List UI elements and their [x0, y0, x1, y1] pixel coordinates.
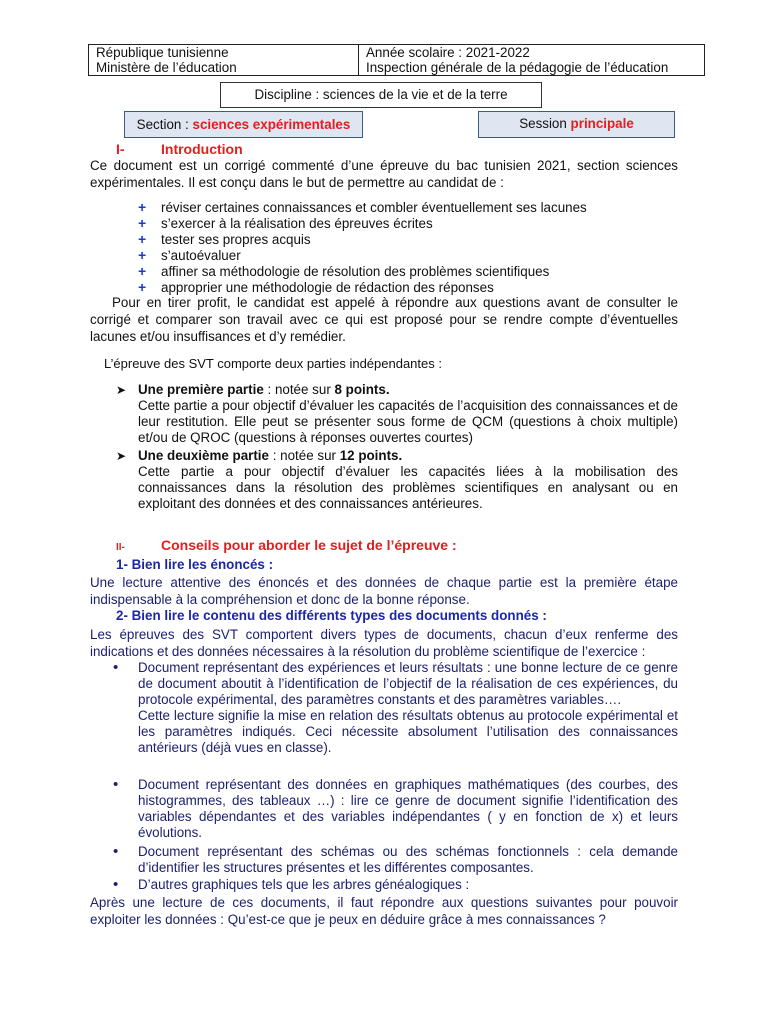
part-1-body: Cette partie a pour objectif d’évaluer les capacités de l’acquisition des connaissances et de leur restitution. Elle peut se présenter sous forme de QCM (questions à choix multiple) et/ou de QROC (questions à réponses ouvertes courtes) — [138, 398, 678, 445]
intro-heading — [116, 141, 243, 157]
school-year-label: Année scolaire : 2021-2022 — [366, 45, 530, 60]
arrow-bullet-icon: ➤ — [116, 383, 127, 397]
subsection-1-title: 1- Bien lire les énoncés : — [116, 557, 274, 572]
plus-bullet-icon: + — [138, 247, 147, 263]
header-right-cell — [359, 45, 704, 75]
list-item: + approprier une méthodologie de rédaction des réponses — [138, 279, 494, 295]
intro-paragraph: Ce document est un corrigé commenté d’une épreuve du bac tunisien 2021, section sciences expérimentales. Il est conçu dans le but de permettre au candidat de : — [90, 158, 678, 190]
part-2-title: Une deuxième partie — [138, 448, 269, 463]
document-type-item: • Document représentant des données en graphiques mathématiques (des courbes, des histogrammes, des tableaux …) : lire ce genre de document signifie l’identification des variables dépendantes et des variables indépendantes ( y en fonction de x) et leurs évolutions. — [113, 776, 678, 840]
dot-bullet-icon: • — [113, 659, 119, 676]
section-value: sciences expérimentales — [192, 117, 351, 132]
list-item: + réviser certaines connaissances et combler éventuellement ses lacunes — [138, 199, 587, 215]
header-left-cell — [89, 45, 359, 75]
part-1-title: Une première partie — [138, 382, 264, 397]
inspection-label: Inspection générale de la pédagogie de l’éducation — [366, 60, 669, 75]
header-table — [88, 44, 705, 76]
conseils-number: II- — [116, 542, 125, 553]
discipline-box: Discipline : sciences de la vie et de la terre — [220, 82, 542, 108]
intro-bullet-list — [138, 200, 587, 296]
ministry-label: Ministère de l’éducation — [96, 60, 237, 75]
intro-number: I- — [116, 141, 125, 157]
closing-paragraph: Après une lecture de ces documents, il faut répondre aux questions suivantes pour pouvoir exploiter les données : Qu’est-ce que je peux en déduire grâce à mes connaissances ? — [90, 895, 678, 927]
dot-bullet-icon: • — [113, 876, 119, 893]
document-type-item: • Document représentant des expériences et leurs résultats : une bonne lecture de ce genre de document aboutit à l’identification de l’objectif de la réalisation de ces expériences, du protocole expérimental, des paramètres constants et des paramètres variables…. Cette lecture signifie la mise en relation des résultats obtenus au protocole expérimental et les paramètres indiqués. Ceci nécessite absolument l’utilisation des connaissances antérieurs (déjà vues en classe). — [113, 659, 678, 755]
arrow-bullet-icon: ➤ — [116, 449, 127, 463]
session-label: Session — [519, 116, 571, 131]
plus-bullet-icon: + — [138, 263, 147, 279]
plus-bullet-icon: + — [138, 279, 147, 295]
part-2-item: ➤ Une deuxième partie : notée sur 12 points. Cette partie a pour objectif d’évaluer les capacités liées à la mobilisation des connaissances dans la résolution des problèmes scientifiques en analysant ou en exploitant des données et des connaissances antérieures. — [116, 448, 678, 511]
subsection-1-body: Une lecture attentive des énoncés et des données de chaque partie est la première étape indispensable à la compréhension et donc de la bonne réponse. — [90, 575, 678, 607]
dot-bullet-icon: • — [113, 776, 119, 793]
intro-title: Introduction — [161, 141, 243, 157]
document-type-item: • Document représentant des schémas ou des schémas fonctionnels : cela demande d’identifier les structures présentes et les différentes composantes. — [113, 843, 678, 875]
list-item: + s’autoévaluer — [138, 247, 241, 263]
part-2-points: 12 points. — [339, 448, 403, 463]
conseils-heading — [116, 537, 457, 553]
subsection-2-title: 2- Bien lire le contenu des différents types des documents donnés : — [116, 608, 547, 623]
section-label: Section : — [136, 117, 193, 132]
document-type-item-extra: Cette lecture signifie la mise en relation des résultats obtenus au protocole expérimental et les paramètres indiqués. Ceci nécessite absolument l’utilisation des connaissances antérieurs (déjà vues en classe). — [138, 708, 678, 755]
section-box — [124, 111, 363, 138]
plus-bullet-icon: + — [138, 215, 147, 231]
intro-paragraph-2: Pour en tirer profit, le candidat est appelé à répondre aux questions avant de consulter le corrigé et comparer son travail avec ce qui est proposé pour se rendre compte d’éventuelles lacunes et/ou insuffisances et d’y remédier. — [90, 295, 678, 344]
subsection-2-body: Les épreuves des SVT comportent divers types de documents, chacun d’eux renferme des indications et des données nécessaires à la résolution du problème scientifique de l’exercice : — [90, 627, 678, 659]
plus-bullet-icon: + — [138, 231, 147, 247]
parts-intro: L’épreuve des SVT comporte deux parties indépendantes : — [104, 356, 442, 371]
country-label: République tunisienne — [96, 45, 229, 60]
plus-bullet-icon: + — [138, 199, 147, 215]
list-item: + s’exercer à la réalisation des épreuves écrites — [138, 215, 433, 231]
dot-bullet-icon: • — [113, 843, 119, 860]
part-2-body: Cette partie a pour objectif d’évaluer les capacités liées à la mobilisation des connaissances dans la résolution des problèmes scientifiques en analysant ou en exploitant des données et des connaissances antérieures. — [138, 464, 678, 511]
session-box — [478, 111, 675, 138]
list-item: + affiner sa méthodologie de résolution des problèmes scientifiques — [138, 263, 550, 279]
session-value: principale — [570, 116, 634, 131]
document-type-item: • D’autres graphiques tels que les arbres généalogiques : — [113, 876, 470, 893]
part-1-points: 8 points. — [334, 382, 390, 397]
list-item: + tester ses propres acquis — [138, 231, 311, 247]
part-1-item: ➤ Une première partie : notée sur 8 points. Cette partie a pour objectif d’évaluer les capacités de l’acquisition des connaissances et de leur restitution. Elle peut se présenter sous forme de QCM (questions à choix multiple) et/ou de QROC (questions à réponses ouvertes courtes) — [116, 382, 678, 445]
conseils-title: Conseils pour aborder le sujet de l’épreuve : — [161, 537, 457, 553]
